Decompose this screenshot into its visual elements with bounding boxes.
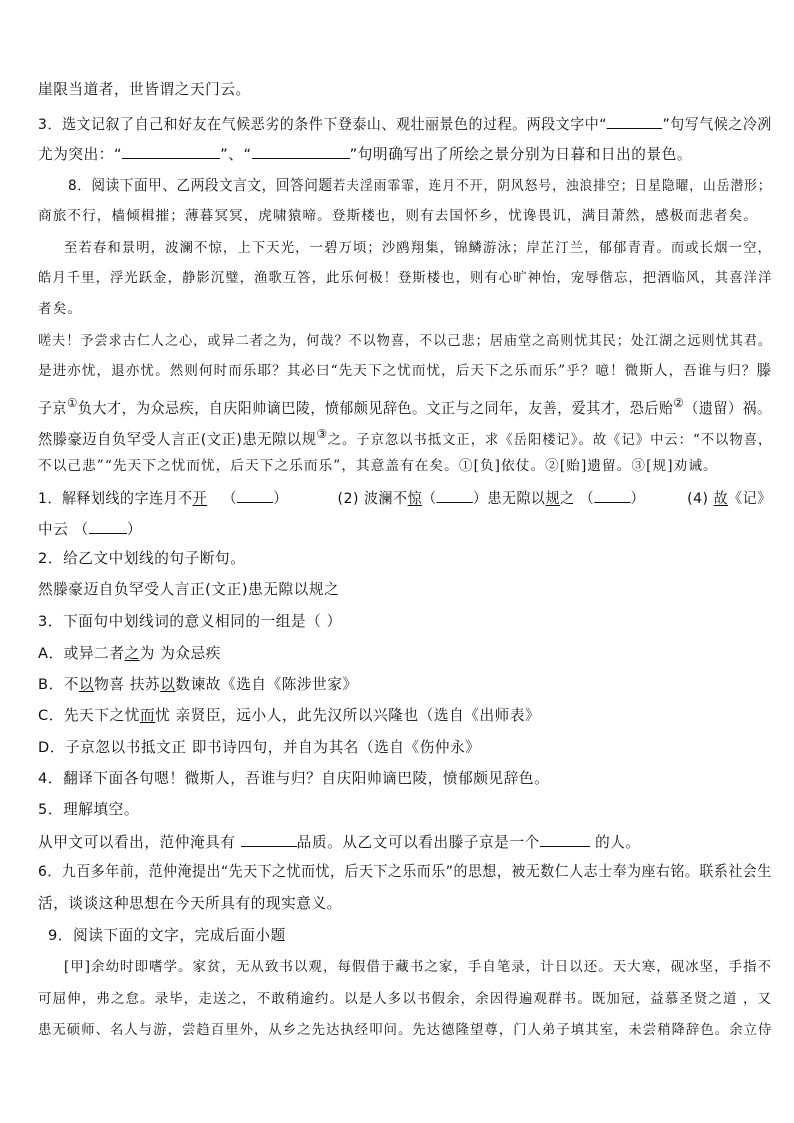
question-9: 9．阅读下面的文字，完成后面小题 bbox=[48, 927, 286, 944]
text-line: 至若春和景明，波澜不惊，上下天光，一碧万顷；沙鸥翔集，锦鳞游泳；岸芷汀兰，郁郁青青。而或长烟一空， bbox=[64, 240, 772, 256]
text-line: 商旅不行，樯倾楫摧；薄暮冥冥，虎啸猿啼。登斯楼也，则有去国怀乡，忧谗畏讥，满目萧然，感极而悲者矣。 bbox=[38, 208, 758, 224]
question-1-line-2 bbox=[38, 519, 142, 540]
question-1-line-1 bbox=[38, 488, 772, 509]
text-line: 可屈伸，弗之怠。录毕，走送之，不敢稍逾约。以是人多以书假余，余因得遍观群书。既加冠，益慕圣贤之道 ，又 bbox=[38, 991, 773, 1007]
answer-blank[interactable] bbox=[252, 144, 350, 159]
underlined-char: 而 bbox=[139, 707, 156, 724]
text-segment: C．先天下之忧 bbox=[38, 707, 140, 724]
underlined-char: 以 bbox=[160, 676, 176, 693]
question-2: 2．给乙文中划线的句子断句。 bbox=[38, 550, 246, 567]
text-segment: 的人。 bbox=[589, 834, 641, 851]
text-segment: 子京 bbox=[38, 399, 68, 417]
question-3: 3．下面句中划线词的意义相同的一组是（ ） bbox=[38, 613, 342, 630]
option-d: D．子京忽以书抵文正 即书诗四句，并自为其名（选自《伤仲永》 bbox=[38, 739, 481, 756]
text-segment: （ bbox=[422, 490, 437, 507]
text-segment: 3．选文记叙了自己和好友在气候恶劣的条件下登泰山、观壮丽景色的过程。两段文字中“ bbox=[38, 116, 608, 133]
question-6-line-1: 6．九百多年前，范仲淹提出“先天下之忧而忧，后天下之乐而乐”的思想，被无数仁人志士奉为座右铭。联系社会生 bbox=[38, 863, 772, 880]
question-3-line-1 bbox=[38, 114, 772, 135]
question-6-line-2: 活，谈谈这种思想在今天所具有的现实意义。 bbox=[38, 895, 342, 912]
text-segment: ） bbox=[273, 490, 288, 507]
text-segment: A．或异二者 bbox=[38, 645, 125, 662]
text-line bbox=[38, 393, 772, 419]
text-line bbox=[38, 424, 772, 450]
underlined-char: 惊 bbox=[407, 490, 423, 507]
underlined-char: 之 bbox=[124, 645, 140, 662]
text-segment: 《记》 bbox=[728, 490, 772, 507]
text-segment: 从甲文可以看出，范仲淹具有 bbox=[38, 834, 241, 851]
text-segment: 忧 亲贤臣，远小人，此先汉所以兴隆也（选自《出师表》 bbox=[155, 707, 541, 724]
underlined-char: 规 bbox=[545, 490, 561, 507]
footnote-marker: ② bbox=[673, 396, 685, 410]
text-segment: 物喜 扶苏 bbox=[94, 676, 161, 693]
question-8-line-1 bbox=[68, 176, 772, 196]
text-segment: (4) bbox=[687, 490, 714, 507]
answer-blank[interactable] bbox=[607, 114, 662, 129]
text-segment: 1．解释划线的字连月不 bbox=[38, 490, 193, 507]
text-segment: (2) 波澜不 bbox=[337, 490, 408, 507]
text-segment: 滕 bbox=[756, 362, 772, 379]
text-line: 然滕豪迈自负罕受人言正(文正)患无隙以规之 bbox=[38, 581, 340, 598]
text-segment: （ bbox=[222, 490, 238, 507]
text-line: 皓月千里，浮光跃金，静影沉璧，渔歌互答，此乐何极！登斯楼也，则有心旷神怡，宠辱偕忘，把酒临风，其喜洋洋 bbox=[38, 270, 773, 286]
answer-blank[interactable] bbox=[437, 488, 473, 503]
underlined-char: 以 bbox=[79, 676, 95, 693]
text-line: 崖限当道者，世皆谓之天门云。 bbox=[38, 81, 251, 98]
text-line: [甲]余幼时即嗜学。家贫，无从致书以观，每假借于藏书之家，手自笔录，计日以还。天大寒，砚冰坚，手指不 bbox=[64, 959, 773, 975]
underlined-char: 开 bbox=[192, 490, 208, 507]
text-segment: B．不 bbox=[38, 676, 79, 693]
text-segment: 数谏故《选自《陈涉世家》 bbox=[175, 676, 358, 693]
answer-blank[interactable] bbox=[241, 832, 297, 847]
question-3-line-2 bbox=[38, 144, 692, 165]
question-5: 5．理解填空。 bbox=[38, 801, 140, 818]
question-4: 4．翻译下面各句嗯！微斯人，吾谁与归？自庆阳帅谪巴陵，愤郁颇见辞色。 bbox=[38, 770, 550, 787]
text-segment: 之。子京忽以书抵文正，求《岳阳楼记》。故《记》中云：“不以物喜， bbox=[327, 431, 773, 448]
text-segment: 是进亦忧，退亦忧。然则何时而乐耶？其必曰“先天下之忧而忧，后天下之乐而乐”乎？噫！微斯人，吾谁与归？ bbox=[38, 363, 757, 379]
footnote-marker: ① bbox=[67, 396, 79, 410]
text-segment: 尤为突出：“ bbox=[38, 146, 123, 163]
text-segment: ） bbox=[630, 490, 646, 507]
text-segment: 然滕豪迈自负罕受人言正(文正)患无隙以规 bbox=[38, 430, 317, 448]
text-segment: 负大才，为众忌疾，自庆阳帅谪巴陵，愤郁颇见辞色。文正与之同年，友善，爱其才，恐后贻 bbox=[78, 399, 674, 417]
text-segment: 若夫淫雨霏霏，连月不开，阴风怒号，浊浪排空；日星隐曜，山岳潜形； bbox=[332, 178, 772, 194]
answer-blank[interactable] bbox=[89, 519, 127, 534]
text-line: 患无硕师、名人与游，尝趋百里外，从乡之先达执经叩问。先达德隆望尊，门人弟子填其室，未尝稍降辞色。余立侍 bbox=[38, 1022, 773, 1038]
option-a bbox=[38, 644, 221, 664]
text-segment: ”句明确写出了所绘之景分别为日暮和日出的景色。 bbox=[349, 146, 693, 163]
option-b bbox=[38, 675, 358, 695]
question-5-fill bbox=[38, 832, 641, 853]
footnote-marker: ③ bbox=[316, 427, 328, 441]
text-line: 者矣。 bbox=[38, 301, 83, 317]
answer-blank[interactable] bbox=[122, 144, 220, 159]
text-line: 不以己悲”“先天下之忧而忧，后天下之乐而乐”，其意盖有在矣。①[负]依仗。②[贻]遗留。③[规]劝诫。 bbox=[38, 458, 718, 474]
text-segment: ） bbox=[126, 521, 143, 538]
text-segment: 品质。从乙文可以看出滕子京是一个 bbox=[296, 834, 540, 851]
text-line: 嗟夫！予尝求古仁人之心，或异二者之为，何哉？不以物喜，不以己悲；居庙堂之高则忧其民；处江湖之远则忧其君。 bbox=[38, 333, 773, 349]
answer-blank[interactable] bbox=[237, 488, 273, 503]
text-segment: ）患无隙以 bbox=[472, 490, 546, 507]
text-segment: ”句写气候之冷冽 bbox=[662, 116, 772, 133]
text-segment: 之 （ bbox=[560, 490, 595, 507]
answer-blank[interactable] bbox=[594, 488, 630, 503]
text-segment: （遗留）祸。 bbox=[684, 399, 772, 417]
option-c bbox=[38, 706, 540, 726]
text-line bbox=[38, 361, 772, 381]
text-segment: 8．阅读下面甲、乙两段文言文，回答问题 bbox=[68, 177, 333, 194]
text-segment: 为 为众忌疾 bbox=[139, 645, 221, 662]
text-segment: ”、“ bbox=[220, 146, 252, 163]
text-segment: 中云 （ bbox=[38, 521, 89, 538]
answer-blank[interactable] bbox=[540, 832, 590, 847]
underlined-char: 故 bbox=[713, 490, 729, 507]
